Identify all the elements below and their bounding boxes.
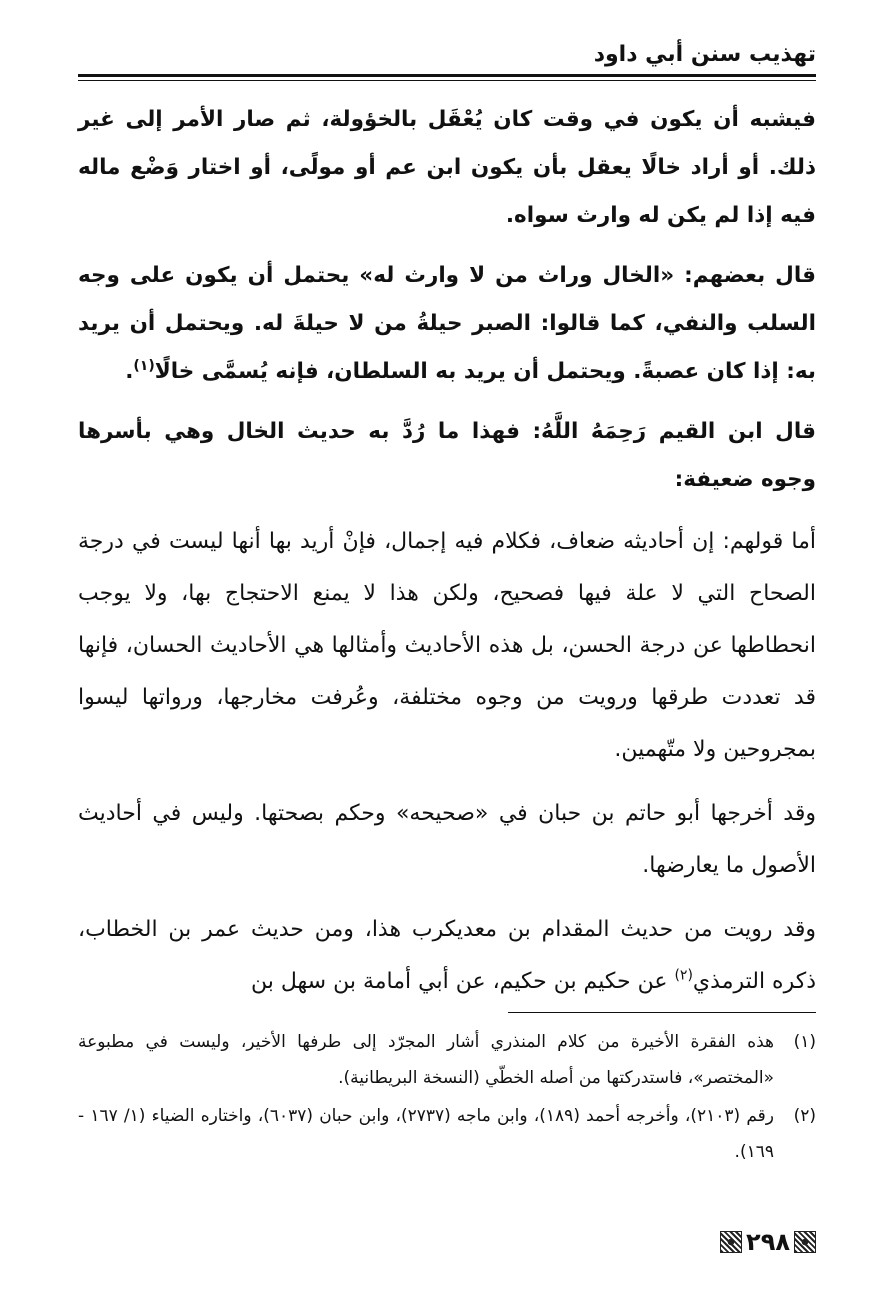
paragraph-6 — [78, 904, 816, 1008]
footnote-number: (١) — [793, 1032, 816, 1052]
paragraph-1: فيشبه أن يكون في وقت كان يُعْقَل بالخؤولة، ثم صار الأمر إلى غير ذلك. أو أراد خالًا يعقل بأن يكون ابن عم أو مولًى، أو اختار وَضْع ماله فيه إذا لم يكن له وارث سواه. — [78, 107, 816, 228]
paragraph-4: أما قولهم: إن أحاديثه ضعاف، فكلام فيه إجمال، فإنْ أريد بها أنها ليست في درجة الصحاح التي لا علة فيها فصحيح، ولكن هذا لا يمنع الاحتجاج بها، ولا يوجب انحطاطها عن درجة الحسن، بل هذه الأحاديث وأمثالها هي الأحاديث الحسان، فإنها قد تعددت طرقها ورويت من وجوه مختلفة، وعُرفت مخارجها، ورواتها ليسوا بمجروحين ولا متّهمين. — [78, 529, 816, 762]
footnote-text: هذه الفقرة الأخيرة من كلام المنذري أشار المجرّد إلى طرفها الأخير، وليست في مطبوعة «المختصر»، فاستدركتها من أصله الخطّي (النسخة البريطانية). — [78, 1032, 774, 1088]
footnote-ref-1[interactable]: (١) — [133, 357, 155, 374]
paragraph-2-text: قال بعضهم: «الخال وراث من لا وارث له» يحتمل أن يكون على وجه السلب والنفي، كما قالوا: الصبر حيلةُ من لا حيلةَ له. ويحتمل أن يريد به: إذا كان عصبةً. ويحتمل أن يريد به السلطان، فإنه يُسمَّى خالًا — [78, 263, 816, 384]
running-header-title: تهذيب سنن أبي داود — [593, 42, 816, 67]
paragraph-6-text: وقد رويت من حديث المقدام بن معديكرب هذا، ومن حديث عمر بن الخطاب، ذكره الترمذي — [78, 917, 816, 994]
paragraph-2-end: . — [125, 359, 134, 384]
paragraph-3-text: فهذا ما رُدَّ به حديث الخال وهي بأسرها وجوه ضعيفة: — [78, 419, 816, 492]
footnote-separator — [508, 1012, 816, 1013]
main-text — [78, 96, 816, 1020]
paragraph-2 — [78, 252, 816, 396]
ornament-icon — [720, 1231, 742, 1253]
header-rule — [78, 74, 816, 77]
footnotes — [78, 1024, 816, 1172]
paragraph-6-rest: عن حكيم بن حكيم، عن أبي أمامة بن سهل بن — [251, 969, 675, 994]
ornament-icon — [794, 1231, 816, 1253]
footnote-1 — [78, 1024, 816, 1096]
footnote-text: رقم (٢١٠٣)، وأخرجه أحمد (١٨٩)، وابن ماجه (٢٧٣٧)، وابن حبان (٦٠٣٧)، واختاره الضياء (١/ ١٦٧ - ١٦٩). — [78, 1106, 775, 1162]
paragraph-3 — [78, 408, 816, 504]
page-number-block — [720, 1228, 816, 1256]
footnote-ref-2[interactable]: (٢) — [674, 967, 693, 984]
paragraph-5: وقد أخرجها أبو حاتم بن حبان في «صحيحه» وحكم بصحتها. وليس في أحاديث الأصول ما يعارضها. — [78, 801, 816, 878]
page-number: ٢٩٨ — [746, 1228, 790, 1256]
speaker-label: قال ابن القيم رَحِمَهُ اللَّهُ: — [532, 419, 816, 444]
footnote-2 — [78, 1098, 816, 1170]
header-rule-thin — [78, 80, 816, 81]
footnote-number: (٢) — [793, 1106, 816, 1126]
